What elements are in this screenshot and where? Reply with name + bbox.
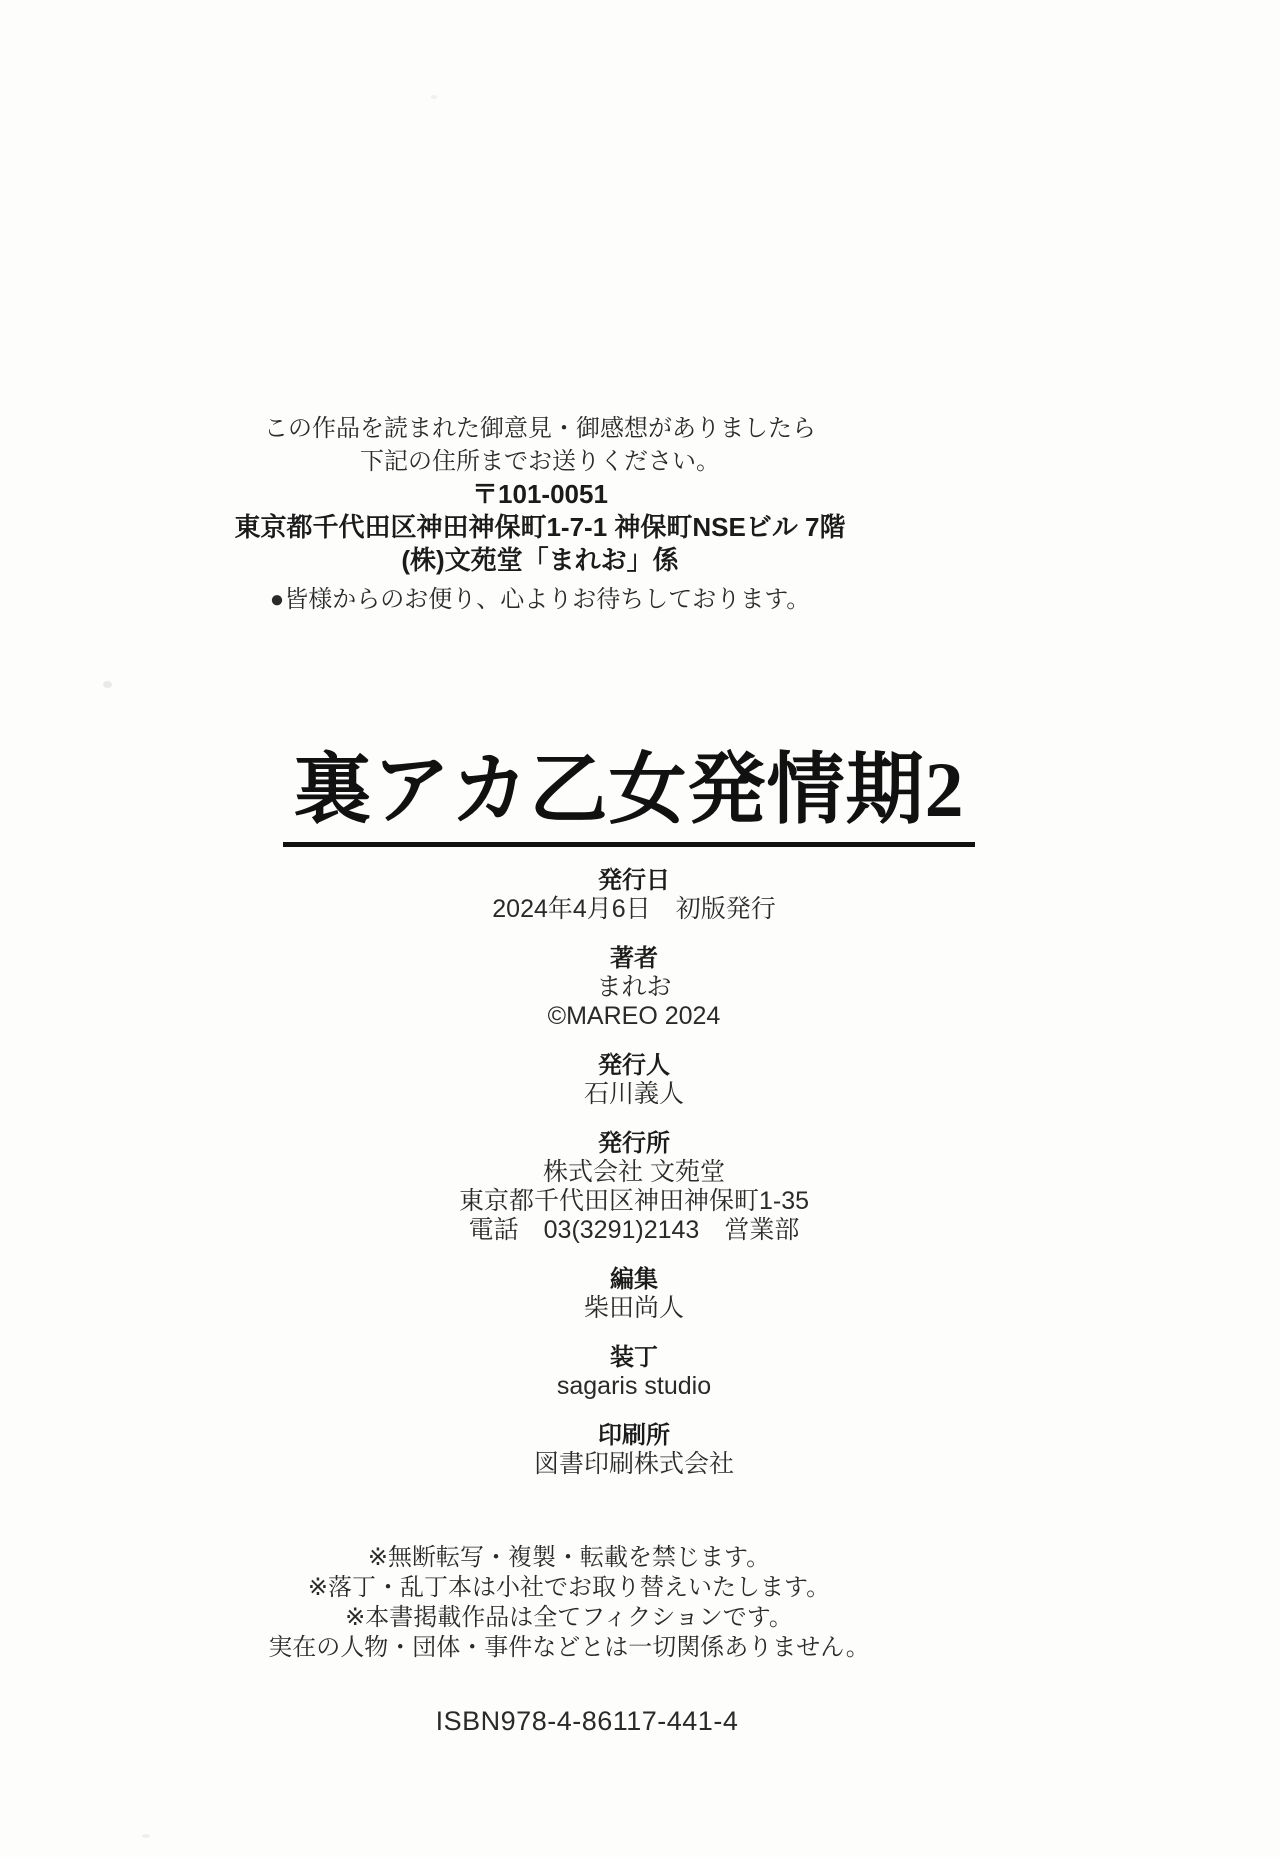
title-block [0, 744, 1258, 847]
section-value: 図書印刷株式会社 [533, 1450, 734, 1478]
feedback-line-2: 下記の住所までお送りください。 [360, 448, 720, 475]
feedback-line-1: この作品を読まれた御意見・御感想がありましたら [264, 415, 816, 442]
postal-code: 〒101-0051 [472, 479, 608, 509]
colophon-section-author [0, 944, 1268, 1031]
section-label: 発行日 [598, 867, 670, 894]
notice-defective-copies: ※落丁・乱丁本は小社でお取り替えいたします。 [307, 1574, 831, 1601]
colophon-section-editor [0, 1265, 1268, 1323]
colophon-section-publication-date [0, 866, 1268, 924]
section-value: sagaris studio [556, 1372, 712, 1400]
section-label: 発行所 [598, 1130, 670, 1157]
colophon-section-printer [0, 1421, 1268, 1479]
reader-feedback-block [0, 412, 1080, 616]
isbn-number: ISBN978-4-86117-441-4 [435, 1706, 739, 1736]
scan-artifact [103, 681, 112, 688]
feedback-note: ●皆様からのお便り、心よりお待ちしております。 [269, 586, 811, 613]
colophon-section-publishing-house [0, 1129, 1268, 1245]
section-label: 装丁 [610, 1344, 658, 1371]
colophon-section-publisher-person [0, 1051, 1268, 1109]
section-label: 印刷所 [598, 1422, 670, 1449]
section-value: 柴田尚人 [583, 1294, 684, 1322]
legal-notices [0, 1543, 1138, 1663]
scan-artifact [431, 95, 437, 99]
colophon-section-design [0, 1343, 1268, 1401]
section-label: 発行人 [598, 1052, 670, 1079]
scan-artifact [142, 1834, 150, 1838]
notice-fiction-continued: 実在の人物・団体・事件などとは一切関係ありません。 [268, 1634, 870, 1661]
copyright-line: ©MAREO 2024 [547, 1002, 721, 1030]
colophon-details [0, 866, 1268, 1499]
publisher-street-address: 東京都千代田区神田神保町1-35 [458, 1187, 810, 1215]
section-value: まれお [596, 973, 672, 1001]
publisher-name: 株式会社 文苑堂 [543, 1158, 725, 1186]
section-value: 石川義人 [583, 1080, 684, 1108]
publisher-address: 東京都千代田区神田神保町1-7-1 神保町NSEビル 7階 [234, 512, 846, 542]
notice-fiction: ※本書掲載作品は全てフィクションです。 [345, 1604, 793, 1631]
mail-recipient: (株)文苑堂「まれお」係 [401, 545, 679, 575]
publisher-phone: 電話 03(3291)2143 営業部 [468, 1216, 800, 1244]
book-title: 裏アカ乙女発情期2 [283, 744, 974, 847]
section-value: 2024年4月6日 初版発行 [492, 895, 776, 923]
section-label: 著者 [610, 945, 658, 972]
notice-no-reproduction: ※無断転写・複製・転載を禁じます。 [367, 1544, 771, 1571]
section-label: 編集 [610, 1266, 658, 1293]
